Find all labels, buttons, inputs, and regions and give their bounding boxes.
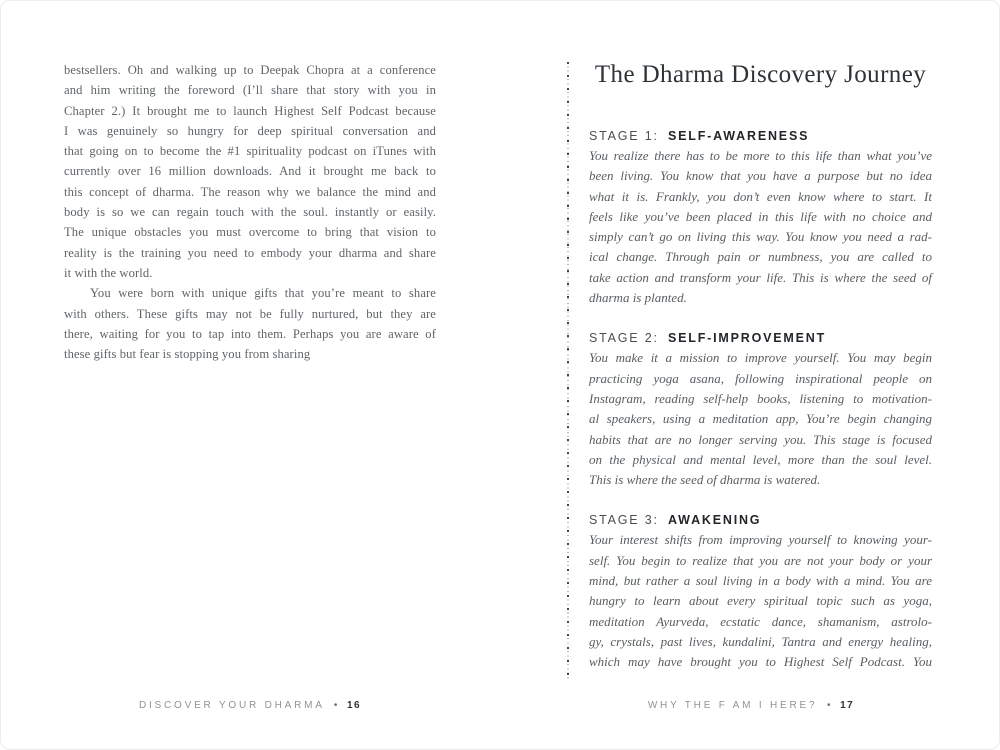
stage-label: STAGE 2: <box>589 331 659 346</box>
text-line: and him writing the foreword (I’ll share that story with you in <box>64 83 436 98</box>
text-line: habits that are no longer serving you. This stage is focused <box>589 431 932 447</box>
text-line: currently over 16 million downloads. And it brought me back to <box>64 164 436 179</box>
stage-name: SELF-IMPROVEMENT <box>668 331 826 346</box>
dotted-divider-line <box>567 62 569 678</box>
footer-chapter-title: WHY THE F AM I HERE? <box>647 700 818 711</box>
text-line: al speakers, using a meditation app, You’re begin changing <box>589 411 932 427</box>
footer-separator-dot: • <box>826 700 831 711</box>
section-title: The Dharma Discovery Journey <box>594 61 927 88</box>
text-line: feels like you’ve been placed in this life with no choice and <box>589 208 932 224</box>
right-running-footer <box>575 700 927 711</box>
text-line: there, waiting for you to tap into them. Perhaps you are aware of <box>64 326 436 341</box>
text-line: mind, but rather a soul living in a body with a mind. You are <box>589 573 932 589</box>
stage-heading <box>589 126 932 146</box>
left-page-text <box>64 60 436 364</box>
stage-label: STAGE 1: <box>589 129 659 143</box>
text-line: it with the world. <box>64 265 153 280</box>
stage-heading <box>589 328 932 348</box>
paragraph <box>64 60 436 283</box>
stage-section-2 <box>589 328 932 490</box>
stage-section-1 <box>589 126 932 308</box>
text-line: Chapter 2.) It brought me to launch Highest Self Podcast because <box>64 103 436 118</box>
stage-description <box>589 146 932 308</box>
text-line: dharma is planted. <box>589 290 687 306</box>
text-line: You were born with unique gifts that you’re meant to share <box>90 286 436 301</box>
left-running-footer <box>64 700 436 711</box>
text-line: reality is the training you need to embody your dharma and share <box>64 245 436 260</box>
stage-name: SELF-AWARENESS <box>668 129 810 143</box>
text-line: simply can’t go on living this way. You know you need a rad- <box>589 229 932 245</box>
text-line: Your interest shifts from improving yourself to knowing your- <box>589 532 932 548</box>
text-line: You realize there has to be more to this life than what you’ve <box>589 148 932 163</box>
footer-separator-dot: • <box>333 700 338 711</box>
page-number: 17 <box>840 700 855 711</box>
page-number: 16 <box>346 700 362 711</box>
text-line: on the physical and mental level, more than the soul level. <box>589 451 932 467</box>
text-line: gy, crystals, past lives, kundalini, Tantra and energy healing, <box>589 633 932 649</box>
stage-name: AWAKENING <box>668 513 762 528</box>
text-line: that going on to become the #1 spirituality podcast on iTunes with <box>64 144 436 159</box>
stage-label: STAGE 3: <box>589 513 659 528</box>
text-line: I was genuinely so hungry for deep spiritual conversation and <box>64 123 436 138</box>
stage-heading <box>589 510 932 530</box>
text-line: these gifts but fear is stopping you from sharing <box>64 347 311 362</box>
stage-description <box>589 530 932 672</box>
text-line: body is so we can regain touch with the soul. instantly or easily. <box>64 205 436 220</box>
footer-book-title: DISCOVER YOUR DHARMA <box>138 700 325 711</box>
text-line: this concept of dharma. The reason why we balance the mind and <box>64 184 436 199</box>
text-line: bestsellers. Oh and walking up to Deepak Chopra at a conference <box>64 63 436 77</box>
text-line: The unique obstacles you must overcome to bring that vision to <box>64 225 436 240</box>
text-line: This is where the seed of dharma is watered. <box>589 472 821 488</box>
text-line: with others. These gifts may not be fully nurtured, but they are <box>64 306 436 321</box>
text-line: ical change. Through pain or numbness, you are called to <box>589 249 932 265</box>
text-line: been living. You know that you have a purpose but no idea <box>589 168 932 184</box>
text-line: practicing yoga asana, following inspirational people on <box>589 370 932 386</box>
stage-description <box>589 348 932 490</box>
text-line: what it is. Frankly, you don’t even know where to start. It <box>589 188 932 204</box>
paragraph <box>64 283 436 364</box>
stage-section-3 <box>589 510 932 672</box>
text-line: You make it a mission to improve yourself. You may begin <box>589 350 932 366</box>
text-line: take action and transform your life. This is where the seed of <box>589 269 932 285</box>
right-page-text <box>589 58 932 673</box>
text-line: Instagram, reading self-help books, listening to motivation- <box>589 390 932 406</box>
text-line: self. You begin to realize that you are not your body or your <box>589 552 932 568</box>
text-line: meditation Ayurveda, ecstatic dance, shamanism, astrolo- <box>589 613 932 629</box>
text-line: hungry to learn about every spiritual topic such as yoga, <box>589 593 932 609</box>
text-line: which may have brought you to Highest Self Podcast. You <box>589 654 932 670</box>
